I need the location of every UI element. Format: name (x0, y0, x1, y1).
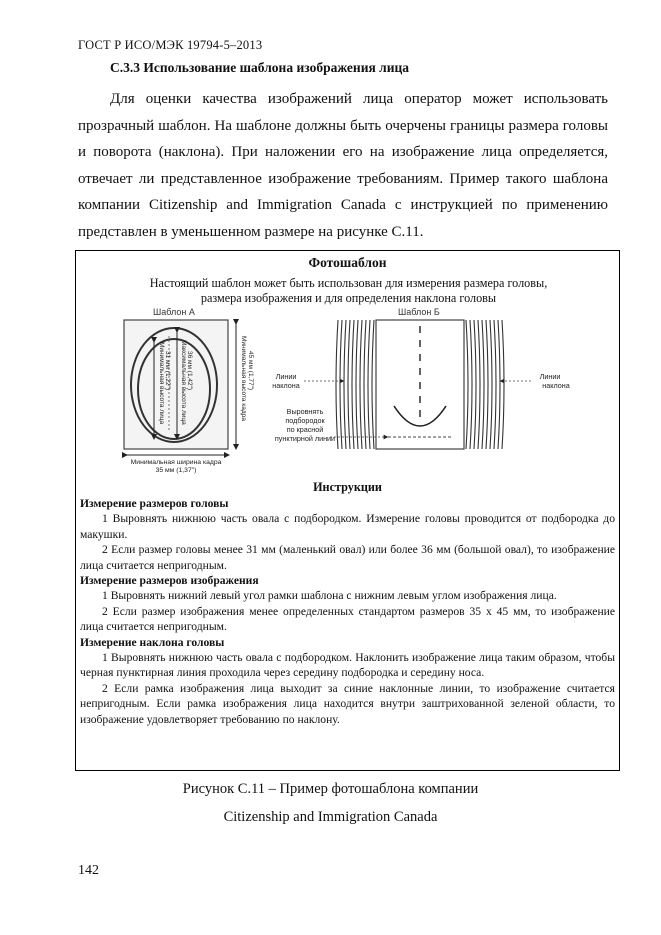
template-a (124, 307, 254, 474)
head-size-item-1: 1 Выровнять нижнюю часть овала с подбородком. Измерение головы проводится от подбородка до макушки. (80, 512, 615, 541)
template-b (272, 307, 569, 449)
figure-caption-line2: Citizenship and Immigration Canada (223, 809, 438, 825)
document-header: ГОСТ Р ИСО/МЭК 19794-5–2013 (78, 38, 263, 52)
align-text-2: подбородок (285, 416, 325, 425)
align-text-1: Выровнять (286, 407, 324, 416)
figure-subtitle (96, 276, 601, 306)
min-frame-width-text-1: Минимальная ширина кадра (130, 459, 222, 466)
head-size-heading: Измерение размеров головы (80, 497, 229, 510)
body-paragraph: Для оценки качества изображений лица оператор может использовать прозрачный шаблон. На шаблоне должны быть очерчены границы размера головы и поворота (наклона). При наложении его на изображение лица определяется, отвечает ли представленное изображение требованиям. Пример такого шаблона компании Citizenship and Immigration Canada с инструкцией по применению представлен в уменьшенном размере на рисунке С.11. (78, 91, 608, 240)
instructions (80, 496, 615, 727)
max-head-height-text-2: 36 мм (1,42") (186, 351, 193, 391)
head-tilt-item-2: 2 Если рамка изображения лица выходит за синие наклонные линии, то изображение считается непригодным. Если рамка изображения лица находится внутри заштрихованной зеленой области, то изображение удовлетворяет требованию по наклону. (80, 681, 615, 726)
tilt-lines-right-text-2: наклона (542, 381, 570, 390)
page-number: 142 (78, 863, 99, 878)
align-text-4: пунктирной линии (274, 434, 336, 443)
photo-template-figure (75, 250, 620, 771)
head-tilt-heading: Измерение наклона головы (80, 635, 225, 649)
head-size-item-2: 2 Если размер головы менее 31 мм (маленький овал) или более 36 мм (большой овал), то изображение лица считается непригодным. (80, 543, 615, 572)
instructions-title: Инструкции (313, 480, 382, 494)
left-tilt-hatching (336, 320, 374, 449)
image-size-heading: Измерение размеров изображения (80, 574, 259, 588)
tilt-lines-right-text-1: Линии (539, 372, 561, 381)
figure-title: Фотошаблон (308, 255, 387, 270)
template-a-label: Шаблон А (153, 307, 195, 317)
max-head-height-text-1: Максимальная высота лица (180, 340, 187, 425)
figure-caption (0, 775, 661, 831)
min-frame-width-text-2: 35 мм (1,37") (155, 467, 197, 474)
min-frame-height-text-2: 45 мм (1,77") (247, 351, 254, 391)
figure-caption-line1: Рисунок С.11 – Пример фотошаблона компании (182, 781, 479, 797)
right-tilt-hatching (466, 320, 504, 449)
tilt-lines-left-text-1: Линии (275, 372, 297, 381)
min-head-height-text-1: Минимальная высота лица (158, 342, 165, 425)
head-tilt-item-1: 1 Выровнять нижнюю часть овала с подбородком. Наклонить изображение лица таким образом, чтобы черная пунктирная линия проходила через середину подбородка и середину носа. (80, 651, 615, 680)
min-frame-height-text-1: Минимальная высота кадра (240, 336, 247, 421)
align-text-3: по красной (286, 425, 324, 434)
figure-subtitle-line2: размера изображения и для определения наклона головы (200, 291, 497, 305)
image-size-item-1: 1 Выровнять нижний левый угол рамки шаблона с нижним левым углом изображения лица. (102, 589, 557, 603)
section-title: С.3.3 Использование шаблона изображения лица (110, 60, 410, 75)
min-head-height-text-2: 31 мм (1,22") (164, 351, 171, 391)
template-illustrations (98, 306, 603, 476)
template-b-label: Шаблон Б (398, 307, 440, 317)
image-size-item-2: 2 Если размер изображения менее определенных стандартом размеров 35 x 45 мм, то изображение лица считается непригодным. (80, 604, 615, 634)
tilt-lines-left-text-2: наклона (272, 381, 300, 390)
figure-subtitle-line1: Настоящий шаблон может быть использован для измерения размера головы, (149, 276, 548, 290)
